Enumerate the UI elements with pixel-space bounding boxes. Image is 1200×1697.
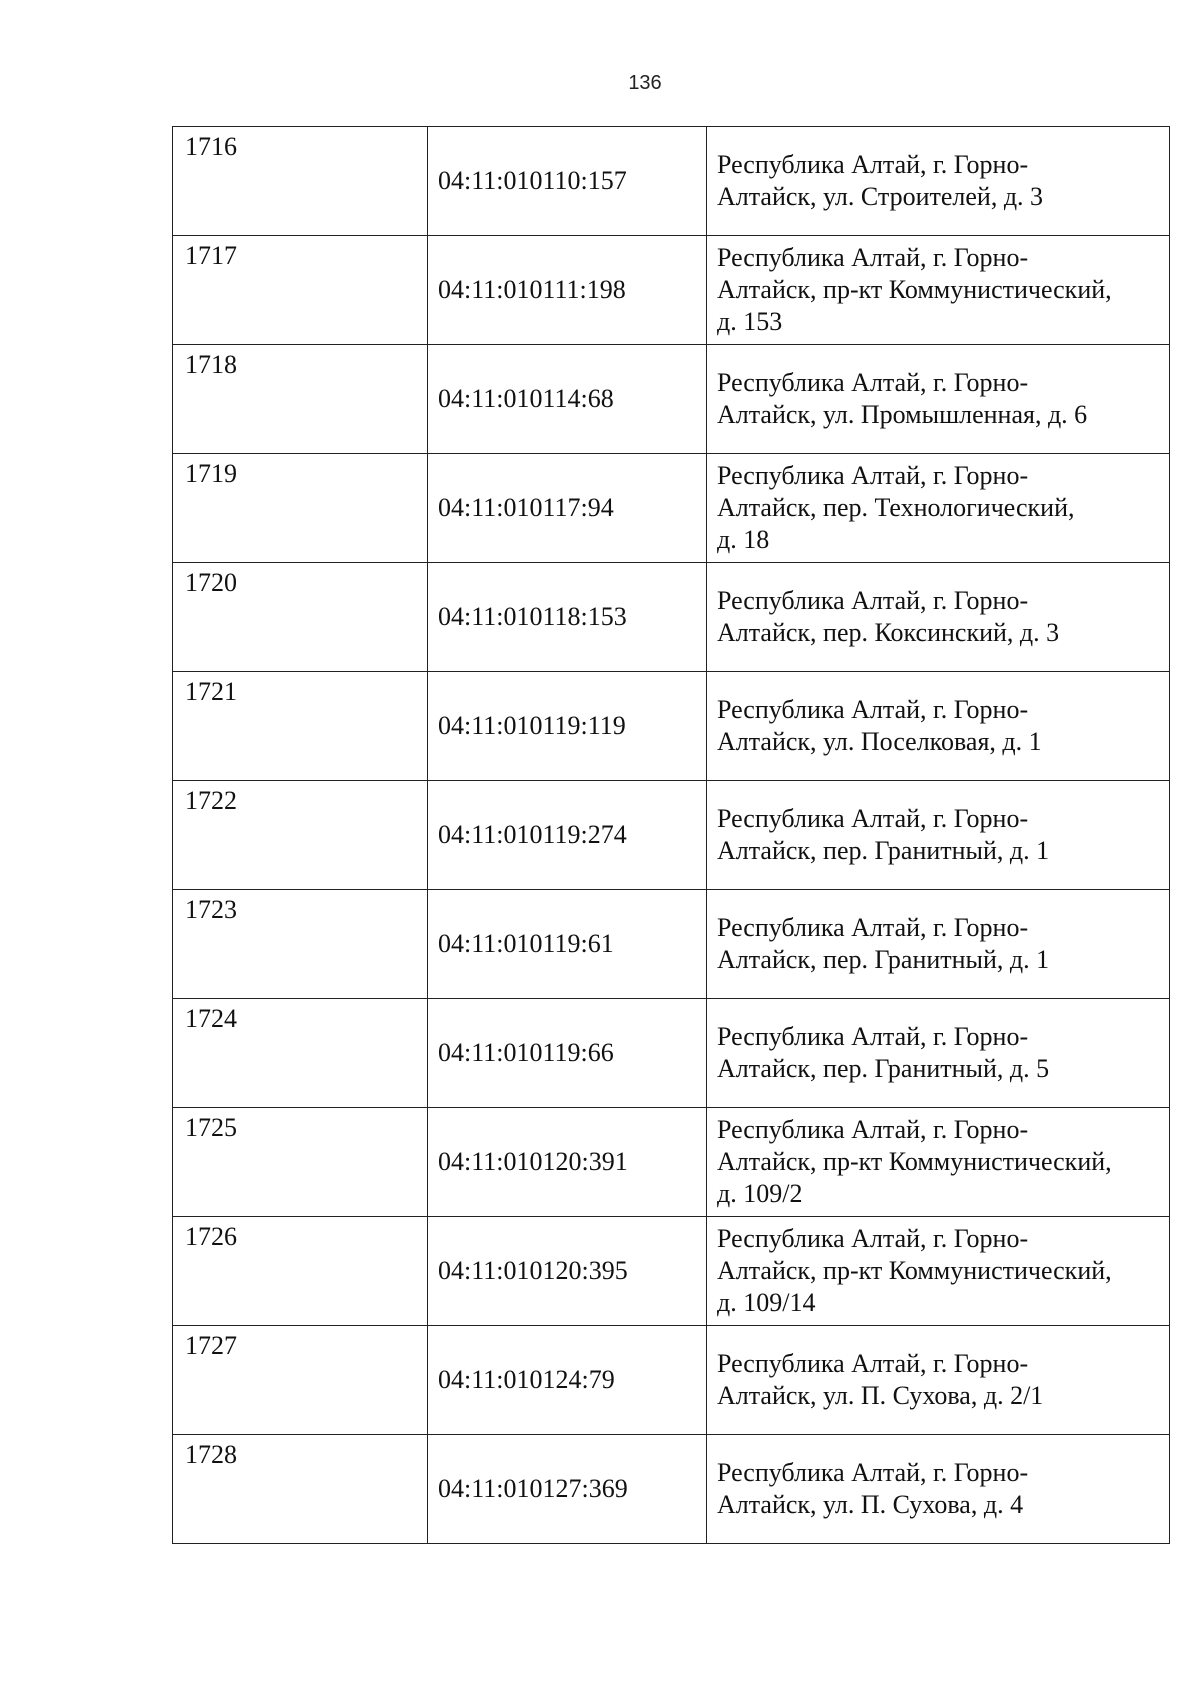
address-line: Республика Алтай, г. Горно- [717, 368, 1029, 397]
table-row [173, 454, 1170, 563]
table-row [173, 999, 1170, 1108]
address-line: Алтайск, пр-кт Коммунистический, [717, 1147, 1112, 1176]
address-cell [707, 563, 1170, 672]
address-line: Республика Алтай, г. Горно- [717, 461, 1029, 490]
cadastral-number-cell: 04:11:010118:153 [428, 563, 707, 672]
row-number-cell: 1721 [173, 672, 428, 781]
address-cell [707, 127, 1170, 236]
table-row [173, 1217, 1170, 1326]
table-row [173, 781, 1170, 890]
address-line: Алтайск, пр-кт Коммунистический, [717, 1256, 1112, 1285]
cadastral-number-cell: 04:11:010119:61 [428, 890, 707, 999]
cadastral-number-cell: 04:11:010117:94 [428, 454, 707, 563]
address-cell [707, 1108, 1170, 1217]
address-cell [707, 454, 1170, 563]
table-row [173, 1435, 1170, 1544]
row-number-cell: 1723 [173, 890, 428, 999]
table-row [173, 672, 1170, 781]
cadastral-number-cell: 04:11:010111:198 [428, 236, 707, 345]
address-line: Алтайск, ул. Поселковая, д. 1 [717, 727, 1042, 756]
row-number-cell: 1724 [173, 999, 428, 1108]
row-number-cell: 1722 [173, 781, 428, 890]
address-line: Алтайск, пер. Гранитный, д. 1 [717, 836, 1050, 865]
table-row [173, 236, 1170, 345]
address-cell [707, 345, 1170, 454]
address-cell [707, 999, 1170, 1108]
address-line: Республика Алтай, г. Горно- [717, 1224, 1029, 1253]
address-cell [707, 672, 1170, 781]
address-line: Алтайск, ул. П. Сухова, д. 2/1 [717, 1381, 1044, 1410]
cadastral-number-cell: 04:11:010114:68 [428, 345, 707, 454]
cadastral-number-cell: 04:11:010119:119 [428, 672, 707, 781]
table-row [173, 563, 1170, 672]
row-number-cell: 1728 [173, 1435, 428, 1544]
address-line: Республика Алтай, г. Горно- [717, 150, 1029, 179]
address-line: Алтайск, ул. Строителей, д. 3 [717, 182, 1044, 211]
address-line: д. 109/14 [717, 1288, 816, 1317]
address-line: д. 18 [717, 525, 770, 554]
row-number-cell: 1717 [173, 236, 428, 345]
address-cell [707, 1217, 1170, 1326]
row-number-cell: 1719 [173, 454, 428, 563]
registry-table-body [173, 127, 1170, 1544]
address-line: Республика Алтай, г. Горно- [717, 243, 1029, 272]
address-line: Алтайск, пр-кт Коммунистический, [717, 275, 1112, 304]
row-number-cell: 1727 [173, 1326, 428, 1435]
address-cell [707, 1435, 1170, 1544]
row-number-cell: 1718 [173, 345, 428, 454]
table-row [173, 345, 1170, 454]
cadastral-number-cell: 04:11:010120:395 [428, 1217, 707, 1326]
address-line: Республика Алтай, г. Горно- [717, 1458, 1029, 1487]
address-cell [707, 781, 1170, 890]
table-row [173, 1108, 1170, 1217]
row-number-cell: 1726 [173, 1217, 428, 1326]
cadastral-number-cell: 04:11:010120:391 [428, 1108, 707, 1217]
address-line: Республика Алтай, г. Горно- [717, 1349, 1029, 1378]
address-cell [707, 890, 1170, 999]
cadastral-number-cell: 04:11:010119:274 [428, 781, 707, 890]
cadastral-number-cell: 04:11:010124:79 [428, 1326, 707, 1435]
table-row [173, 890, 1170, 999]
address-line: д. 109/2 [717, 1179, 803, 1208]
address-line: Алтайск, пер. Гранитный, д. 1 [717, 945, 1050, 974]
cadastral-number-cell: 04:11:010127:369 [428, 1435, 707, 1544]
address-line: Республика Алтай, г. Горно- [717, 913, 1029, 942]
address-line: Республика Алтай, г. Горно- [717, 804, 1029, 833]
address-line: Алтайск, пер. Коксинский, д. 3 [717, 618, 1060, 647]
cadastral-number-cell: 04:11:010110:157 [428, 127, 707, 236]
row-number-cell: 1716 [173, 127, 428, 236]
address-line: Алтайск, пер. Технологический, [717, 493, 1075, 522]
address-line: Республика Алтай, г. Горно- [717, 586, 1029, 615]
row-number-cell: 1720 [173, 563, 428, 672]
address-line: Республика Алтай, г. Горно- [717, 695, 1029, 724]
registry-table [172, 126, 1170, 1544]
page-number: 136 [628, 72, 662, 94]
address-line: Республика Алтай, г. Горно- [717, 1115, 1029, 1144]
address-line: Алтайск, пер. Гранитный, д. 5 [717, 1054, 1050, 1083]
table-row [173, 1326, 1170, 1435]
row-number-cell: 1725 [173, 1108, 428, 1217]
address-line: Республика Алтай, г. Горно- [717, 1022, 1029, 1051]
address-cell [707, 1326, 1170, 1435]
address-line: Алтайск, ул. П. Сухова, д. 4 [717, 1490, 1024, 1519]
address-line: Алтайск, ул. Промышленная, д. 6 [717, 400, 1088, 429]
table-row [173, 127, 1170, 236]
address-line: д. 153 [717, 307, 783, 336]
address-cell [707, 236, 1170, 345]
cadastral-number-cell: 04:11:010119:66 [428, 999, 707, 1108]
